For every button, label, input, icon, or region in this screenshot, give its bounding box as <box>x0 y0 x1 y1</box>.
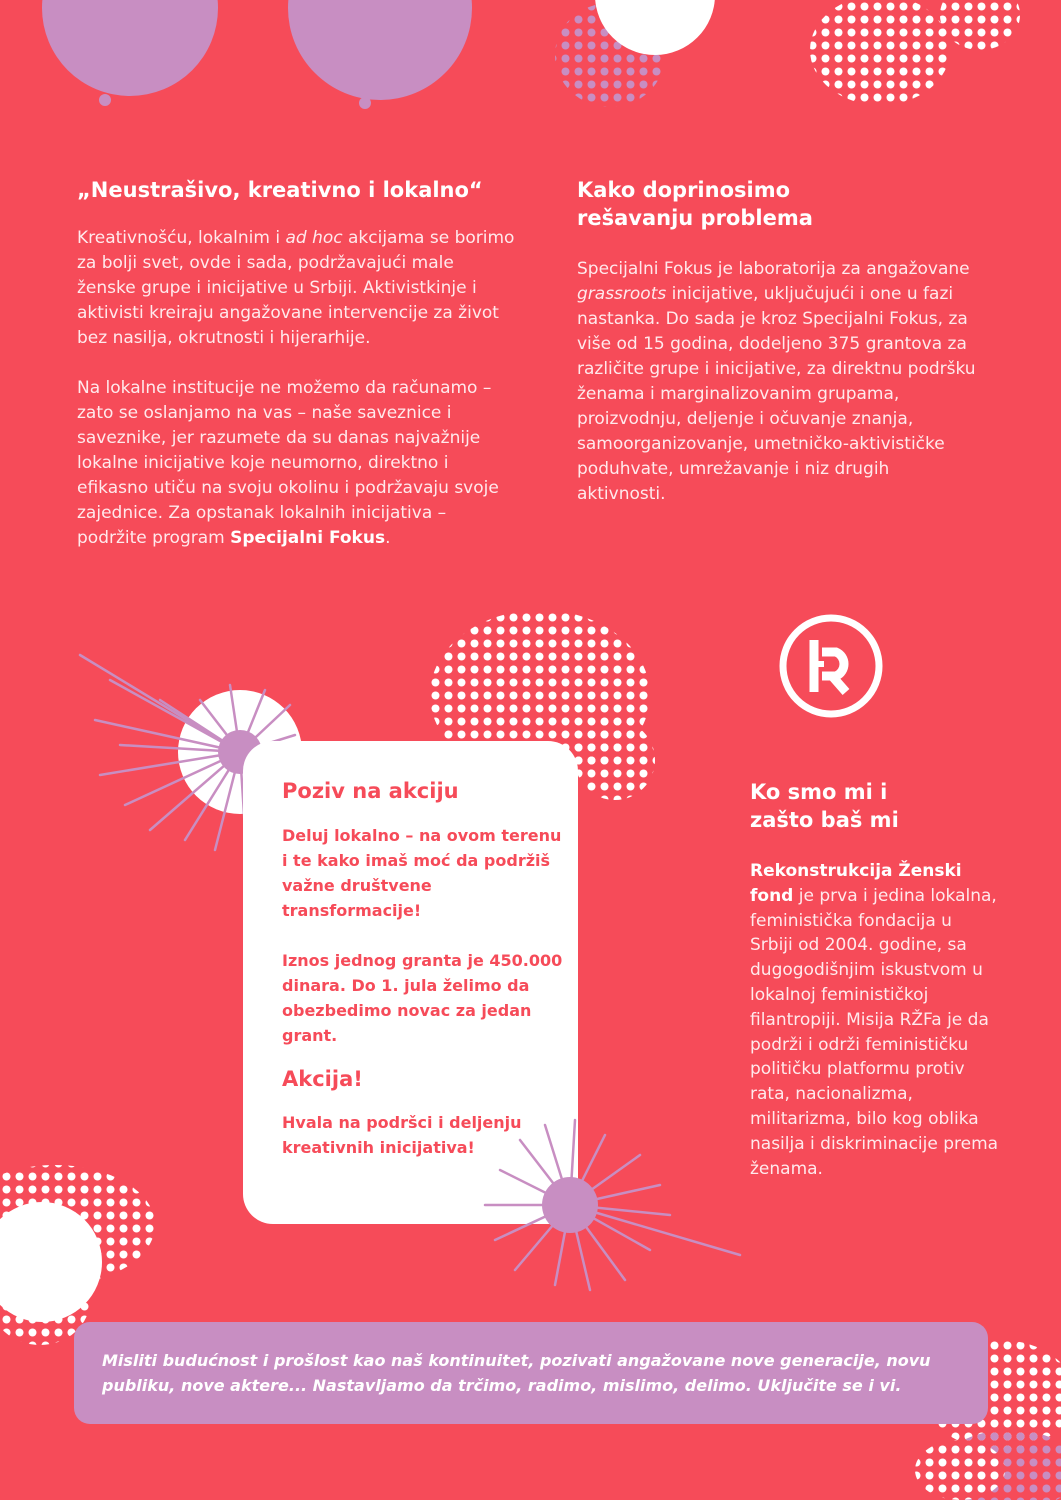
left-column-paragraph-2: Na lokalne institucije ne možemo da računamo – zato se oslanjamo na vas – naše saveznice i saveznike, jer razumete da su danas najvažnije lokalne inicijative koje neumorno, direktno i efikasno utiču na svoju okolinu i podržavaju svoje zajednice. Za opstanak lokalnih inicijativa – podržite program Specijalni Fokus. <box>77 378 499 548</box>
right-column-title: Kako doprinosimo rešavanju problema <box>577 178 813 230</box>
left-column-paragraph-1: Kreativnošću, lokalnim i ad hoc akcijama se borimo za bolji svet, ovde i sada, podržavajući male ženske grupe i inicijative u Srbiji. Aktivistkinje i aktivisti kreiraju angažovane intervencije za život bez nasilja, okrutnosti i hijerarhije. <box>77 228 515 348</box>
right-column <box>577 176 977 507</box>
card-subtitle: Akcija! <box>282 1067 363 1091</box>
banner-text: Misliti budućnost i prošlost kao naš kontinuitet, pozivati angažovane nove generacije, novu publiku, nove aktere... Nastavljamo da trčimo, radimo, mislimo, delimo. Uključite se i vi. <box>102 1351 931 1395</box>
card-paragraph-3: Hvala na podršci i deljenju kreativnih inicijativa! <box>282 1113 522 1157</box>
rzf-logo-icon <box>766 612 896 720</box>
who-we-are-section <box>750 778 1000 1181</box>
right-column-paragraph: Specijalni Fokus je laboratorija za angažovane grassroots inicijative, uključujući i one u fazi nastanka. Do sada je kroz Specijalni Fokus, za više od 15 godina, dodeljeno 375 grantova za različite grupe i inicijative, za direktnu podršku ženama i marginalizovanim grupama, proizvodnju, deljenje i očuvanje znanja, samoorganizovanje, umetničko-aktivističke poduhvate, umrežavanje i niz drugih aktivnosti. <box>577 259 976 504</box>
top-decoration <box>42 0 1020 109</box>
who-we-are-paragraph: Rekonstrukcija Ženski fond je prva i jedina lokalna, feministička fondacija u Srbiji od 2004. godine, sa dugogodišnjim iskustvom u lokalnoj feminističkoj filantropiji. Misija RŽFa je da podrži i održi feminističku političku platformu protiv rata, nacionalizma, militarizma, bilo kog oblika nasilja i diskriminacije prema ženama. <box>750 861 999 1179</box>
call-to-action-card <box>243 741 578 1224</box>
card-title: Poziv na akciju <box>282 779 459 803</box>
closing-banner <box>74 1322 988 1424</box>
card-paragraph-1: Deluj lokalno – na ovom terenu i te kako imaš moć da podržiš važne društvene transformacije! <box>282 826 562 920</box>
card-paragraph-2: Iznos jednog granta je 450.000 dinara. Do 1. jula želimo da obezbedimo novac za jedan grant. <box>282 951 563 1045</box>
left-column <box>77 176 517 551</box>
who-we-are-title: Ko smo mi i zašto baš mi <box>750 780 899 832</box>
left-column-title: „Neustrašivo, kreativno i lokalno“ <box>77 178 483 202</box>
bottom-left-decoration <box>0 1165 155 1345</box>
